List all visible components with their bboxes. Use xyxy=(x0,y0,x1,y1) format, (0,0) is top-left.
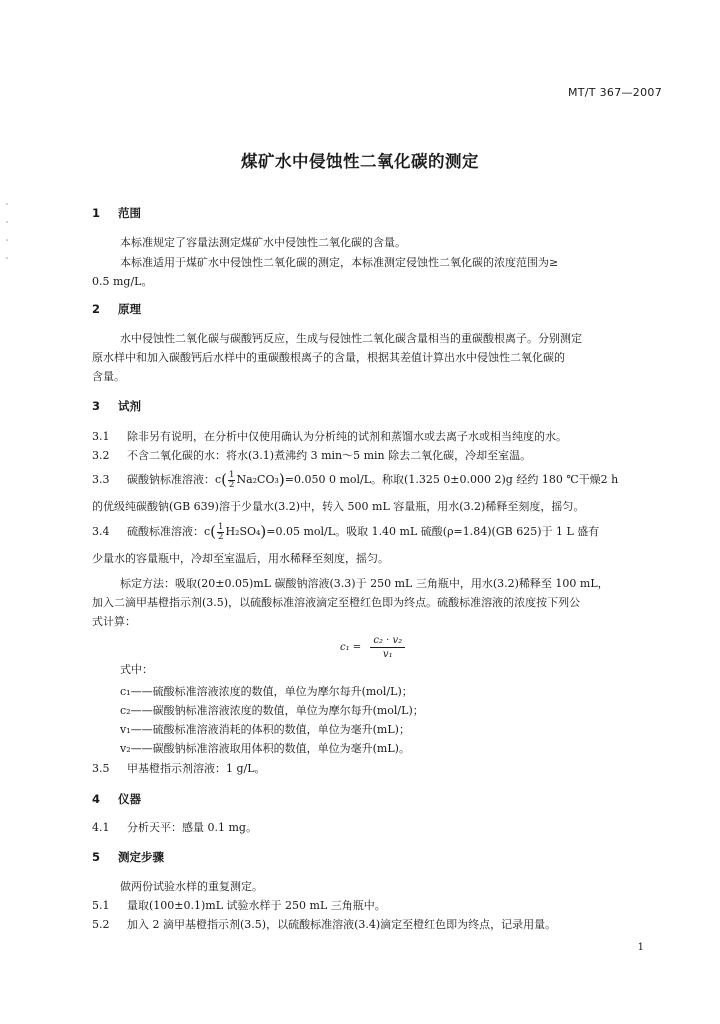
clause-number: 4.1 xyxy=(92,821,110,834)
variable-definition: c₁——硫酸标准溶液浓度的数值，单位为摩尔每升(mol/L)； xyxy=(120,685,413,698)
clause-3-3: 3.3 碳酸钠标准溶液：c( $\frac{1}{2}$ Na₂CO₃)=0.050 0 mol/L。称取(1.325 0±0.000 2)g 经约 180 ℃干燥2 h xyxy=(92,469,619,490)
variable-definition: v₁——硫酸标准溶液消耗的体积的数值，单位为毫升(mL)； xyxy=(120,723,410,736)
clause-text: 除非另有说明，在分析中仅使用确认为分析纯的试剂和蒸馏水或去离子水或相当纯度的水。 xyxy=(127,430,567,443)
section-number: 1 xyxy=(92,206,101,220)
page-title: 煤矿水中侵蚀性二氧化碳的测定 xyxy=(241,152,479,171)
clause-continued: 少量水的容量瓶中，冷却至室温后，用水稀释至刻度，摇匀。 xyxy=(92,552,389,565)
clause-text: 碳酸钠标准溶液：c xyxy=(127,473,222,486)
clause-3-4: 3.4 硫酸标准溶液：c( $\frac{1}{2}$ H₂SO₄)=0.05 mol/L。吸取 1.40 mL 硫酸(ρ=1.84)(GB 625)于 1 L 盛有 xyxy=(92,521,600,542)
clause-text: =0.050 0 mol/L。称取(1.325 0±0.000 2)g 经约 180 ℃干燥2 h xyxy=(284,473,619,486)
section-4-heading xyxy=(92,791,141,807)
calibration-text: 标定方法：吸取(20±0.05)mL 碳酸钠溶液(3.3)于 250 mL 三角瓶中，用水(3.2)稀释至 100 mL， xyxy=(120,577,609,590)
clause-number: 3.2 xyxy=(92,449,110,462)
section-2-heading xyxy=(92,301,141,317)
section-5-heading xyxy=(92,849,164,865)
calibration-text: 式计算： xyxy=(92,615,136,628)
clause-text: 硫酸标准溶液：c xyxy=(127,525,211,538)
clause-continued: 的优级纯碳酸钠(GB 639)溶于少量水(3.2)中，转入 500 mL 容量瓶，用水(3.2)稀释至刻度，摇匀。 xyxy=(92,500,585,513)
paragraph: 做两份试验水样的重复测定。 xyxy=(120,880,263,893)
chemical-formula: Na₂CO₃ xyxy=(236,473,279,486)
clause-text: 加入 2 滴甲基橙指示剂(3.5)，以硫酸标准溶液(3.4)滴定至橙红色即为终点，记录用量。 xyxy=(127,918,557,931)
fraction: $\frac{1}{2}$ xyxy=(218,521,224,542)
variable-definition: c₂——碳酸钠标准溶液浓度的数值，单位为摩尔每升(mol/L)； xyxy=(120,704,424,717)
paragraph-continued: 0.5 mg/L。 xyxy=(92,275,153,288)
section-number: 4 xyxy=(92,792,101,806)
calculation-formula xyxy=(340,634,405,661)
clause-4-1 xyxy=(92,818,257,837)
formula-denominator: v₁ xyxy=(382,649,393,660)
paragraph-line: 含量。 xyxy=(92,370,125,383)
clause-3-5 xyxy=(92,759,266,778)
clause-3-1 xyxy=(92,427,567,446)
clause-number: 5.2 xyxy=(92,918,110,931)
fraction: $\frac{1}{2}$ xyxy=(229,469,235,490)
section-title: 原理 xyxy=(118,302,141,316)
calibration-text: 加入二滴甲基橙指示剂(3.5)，以硫酸标准溶液滴定至橙红色即为终点。硫酸标准溶液的浓度按下列公 xyxy=(92,596,581,609)
section-1-heading xyxy=(92,205,141,221)
clause-text: 不含二氧化碳的水：将水(3.1)煮沸约 3 min～5 min 除去二氧化碳，冷却至室温。 xyxy=(127,449,532,462)
section-title: 测定步骤 xyxy=(118,850,164,864)
clause-text: 甲基橙指示剂溶液：1 g/L。 xyxy=(127,762,266,775)
chemical-formula: H₂SO₄ xyxy=(225,525,261,538)
clause-number: 3.1 xyxy=(92,430,110,443)
paragraph-line: 原水样中和加入碳酸钙后水样中的重碳酸根离子的含量，根据其差值计算出水中侵蚀性二氧化碳的 xyxy=(92,351,565,364)
clause-text: =0.05 mol/L。吸取 1.40 mL 硫酸(ρ=1.84)(GB 625)于 1 L 盛有 xyxy=(266,525,600,538)
formula-numerator: c₂ · v₂ xyxy=(370,634,405,648)
clause-number: 5.1 xyxy=(92,899,110,912)
clause-number: 3.4 xyxy=(92,525,110,538)
scan-margin-marks xyxy=(5,200,9,270)
clause-number: 3.5 xyxy=(92,762,110,775)
standard-number: MT/T 367—2007 xyxy=(567,86,662,99)
clause-5-2 xyxy=(92,915,556,934)
formula-lhs: c₁ = xyxy=(340,642,362,653)
clause-text: 量取(100±0.1)mL 试验水样于 250 mL 三角瓶中。 xyxy=(127,899,386,912)
section-number: 3 xyxy=(92,399,101,413)
paragraph: 水中侵蚀性二氧化碳与碳酸钙反应，生成与侵蚀性二氧化碳含量相当的重碳酸根离子。分别测定 xyxy=(120,332,582,345)
where-label: 式中： xyxy=(120,663,153,676)
section-title: 仪器 xyxy=(118,792,141,806)
section-number: 2 xyxy=(92,302,101,316)
section-title: 试剂 xyxy=(118,399,141,413)
clause-number: 3.3 xyxy=(92,473,110,486)
page-number: 1 xyxy=(637,942,644,953)
clause-5-1 xyxy=(92,896,386,915)
paragraph: 本标准适用于煤矿水中侵蚀性二氧化碳的测定，本标准测定侵蚀性二氧化碳的浓度范围为≥ xyxy=(120,256,559,269)
variable-definition: v₂——碳酸钠标准溶液取用体积的数值，单位为毫升(mL)。 xyxy=(120,742,410,755)
section-title: 范围 xyxy=(118,206,141,220)
clause-text: 分析天平：感量 0.1 mg。 xyxy=(127,821,257,834)
section-3-heading xyxy=(92,398,141,414)
section-number: 5 xyxy=(92,850,101,864)
paragraph: 本标准规定了容量法测定煤矿水中侵蚀性二氧化碳的含量。 xyxy=(120,236,406,249)
clause-3-2 xyxy=(92,446,531,465)
formula-fraction xyxy=(370,634,405,661)
